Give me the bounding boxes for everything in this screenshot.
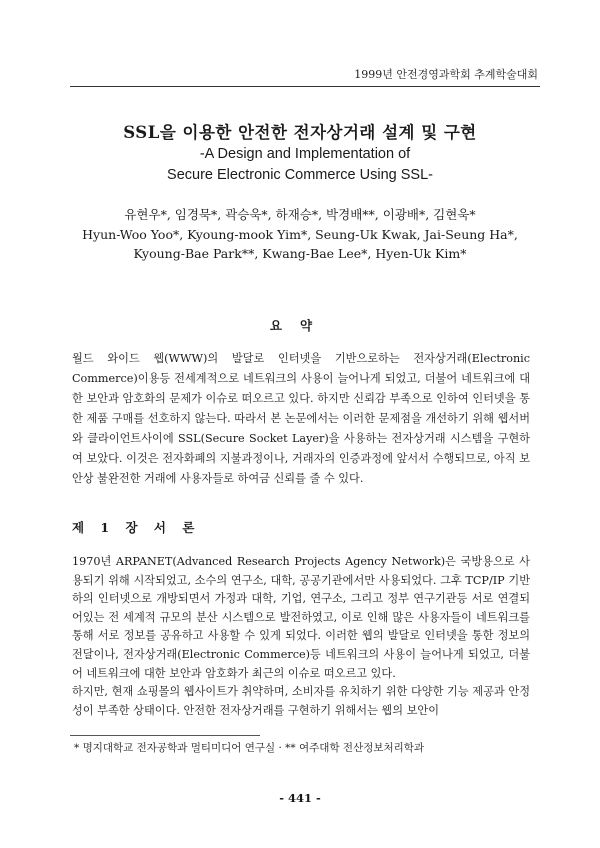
title-korean: SSL을 이용한 안전한 전자상거래 설계 및 구현 <box>123 123 477 142</box>
affiliation-footnote: * 명지대학교 전자공학과 멀티미디어 연구실 · ** 여주대학 전산정보처리학과 <box>74 742 425 754</box>
section-1-heading: 제 1 장 서 론 <box>72 520 201 535</box>
authors-english-line1: Hyun-Woo Yoo*, Kyoung-mook Yim*, Seung-Uk Kwak, Jai-Seung Ha*, <box>82 226 518 242</box>
abstract-heading: 요약 <box>269 318 331 333</box>
page-number: - 441 - <box>279 791 321 805</box>
author-list <box>0 205 600 264</box>
section-1-body <box>72 553 530 720</box>
paper-title <box>0 122 600 186</box>
section-1-paragraph-1: 1970년 ARPANET(Advanced Research Projects Agency Network)은 국방용으로 사용되기 위해 시작되었고, 소수의 연구소, 대학, 공공기관에서만 사용되었다. 그후 TCP/IP 기반하의 인터넷으로 개방되면서 가정과 대학, 기업, 연구소, 그리고 정부 연구기관등 서로 연결되어있는 전 세계적 규모의 분산 시스템으로 발전하였고, 이로 인해 많은 사용자들이 네트워크를 통해 서로 정보를 공유하고 사용할 수 있게 되었다. 이러한 웹의 발달로 인터넷을 통한 정보의 전달이나, 전자상거래(Electronic Commerce)등 네트워크의 사용이 늘어나게 되었고, 더불어 네트워크에 대한 보안과 암호화가 최근의 이슈로 떠오르고 있다. <box>72 555 530 680</box>
section-1-paragraph-2: 하지만, 현재 쇼핑몰의 웹사이트가 취약하며, 소비자를 유치하기 위한 다양한 기능 제공과 안정성이 부족한 상태이다. 안전한 전자상거래를 구현하기 위해서는 웹의 보안이 <box>72 685 530 717</box>
footnote-rule <box>70 735 260 736</box>
title-english-line1: -A Design and Implementation of <box>199 146 411 162</box>
abstract-body: 월드 와이드 웹(WWW)의 발달로 인터넷을 기반으로하는 전자상거래(Electronic Commerce)이용등 전세계적으로 네트워크의 사용이 늘어나게 되었고, 더불어 네트워크에 대한 보안과 암호화의 문제가 이슈로 떠오르고 있다. 하지만 신뢰감 부족으로 인하여 인터넷을 통한 제품 구매를 선호하지 않는다. 따라서 본 논문에서는 이러한 문제점을 개선하기 위해 웹서버와 클라이언트사이에 SSL(Secure Socket Layer)을 사용하는 전자상거래 시스템을 구현하여 보았다. 이것은 전자화폐의 지불과정이나, 거래자의 인증과정에 앞서서 수행되므로, 아직 보안상 불완전한 거래에 사용자들로 하여금 신뢰를 줄 수 있다. <box>72 352 530 485</box>
authors-korean: 유현우*, 임경묵*, 곽승욱*, 하재승*, 박경배**, 이광배*, 김현욱* <box>124 207 476 222</box>
authors-english-line2: Kyoung-Bae Park**, Kwang-Bae Lee*, Hyen-Uk Kim* <box>133 246 467 261</box>
title-english-line2: Secure Electronic Commerce Using SSL- <box>167 167 433 183</box>
header-rule <box>70 86 540 87</box>
conference-header: 1999년 안전경영과학회 추계학술대회 <box>354 68 538 81</box>
